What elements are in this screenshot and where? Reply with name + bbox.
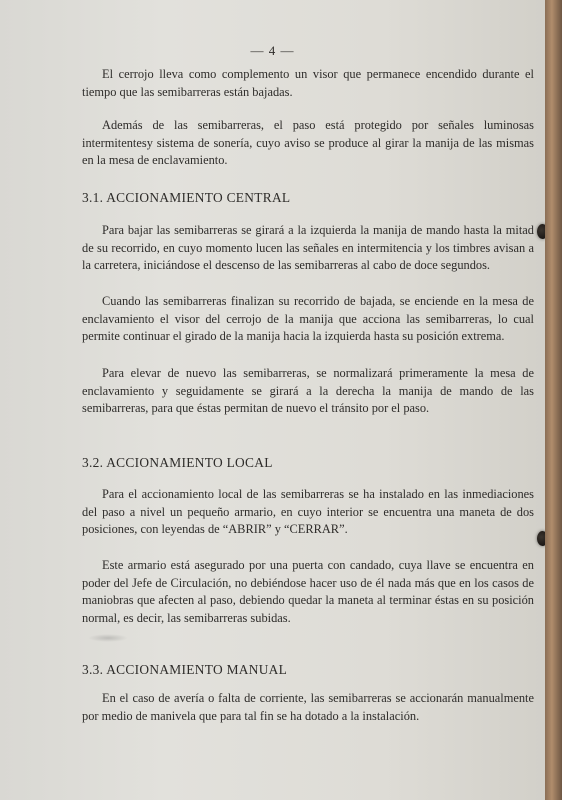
page-number: — 4 — (250, 43, 295, 58)
paragraph-senales: Además de las semibarreras, el paso está protegido por señales luminosas intermitentesy sistema de sonería, cuyo aviso se produce al girar la manija de las mismas en la mesa de enclavamiento. (82, 118, 534, 168)
paragraph-elevar: Para elevar de nuevo las semibarreras, se normalizará primeramente la mesa de enclavamiento y seguidamente se girará a la derecha la manija de mando de las semibarreras, para que éstas permitan de nuevo el tránsito por el paso. (82, 366, 534, 416)
paper-smudge (88, 634, 128, 642)
punch-hole-bottom (537, 531, 545, 546)
paragraph-bajar: Para bajar las semibarreras se girará a la izquierda la manija de mando hasta la mitad de su recorrido, en cuyo momento lucen las señales en intermitencia y los timbres avisan a la carretera, iniciándose el descenso de las semibarreras al cabo de doce segundos. (82, 223, 534, 273)
paragraph-armario: Para el accionamiento local de las semibarreras se ha instalado en las inmediaciones del paso a nivel un pequeño armario, en cuyo interior se encuentra una maneta de dos posiciones, con leyendas de “ABRIR” y “CERRAR”. (82, 487, 534, 537)
heading-accionamiento-local: 3.2. ACCIONAMIENTO LOCAL (82, 455, 273, 470)
page-edge (545, 0, 562, 800)
paragraph-averia: En el caso de avería o falta de corriente, las semibarreras se accionarán manualmente por medio de manivela que para tal fin se ha dotado a la instalación. (82, 691, 534, 723)
heading-accionamiento-central: 3.1. ACCIONAMIENTO CENTRAL (82, 190, 291, 205)
paragraph-finalizan: Cuando las semibarreras finalizan su recorrido de bajada, se enciende en la mesa de enclavamiento el visor del cerrojo de la manija que acciona las semibarreras, lo cual permite continuar el girado de la manija hacia la izquierda hasta su posición extrema. (82, 294, 534, 344)
paragraph-candado: Este armario está asegurado por una puerta con candado, cuya llave se encuentra en poder del Jefe de Circulación, no debiéndose hacer uso de él nada más que en los casos de maniobras que afecten al paso, debiendo quedar la maneta al terminar éstas en su posición normal, es decir, las semibarreras subidas. (82, 558, 534, 625)
paragraph-visor: El cerrojo lleva como complemento un visor que permanece encendido durante el tiempo que las semibarreras están bajadas. (82, 67, 534, 99)
heading-accionamiento-manual: 3.3. ACCIONAMIENTO MANUAL (82, 662, 288, 677)
punch-hole-top (537, 224, 545, 239)
